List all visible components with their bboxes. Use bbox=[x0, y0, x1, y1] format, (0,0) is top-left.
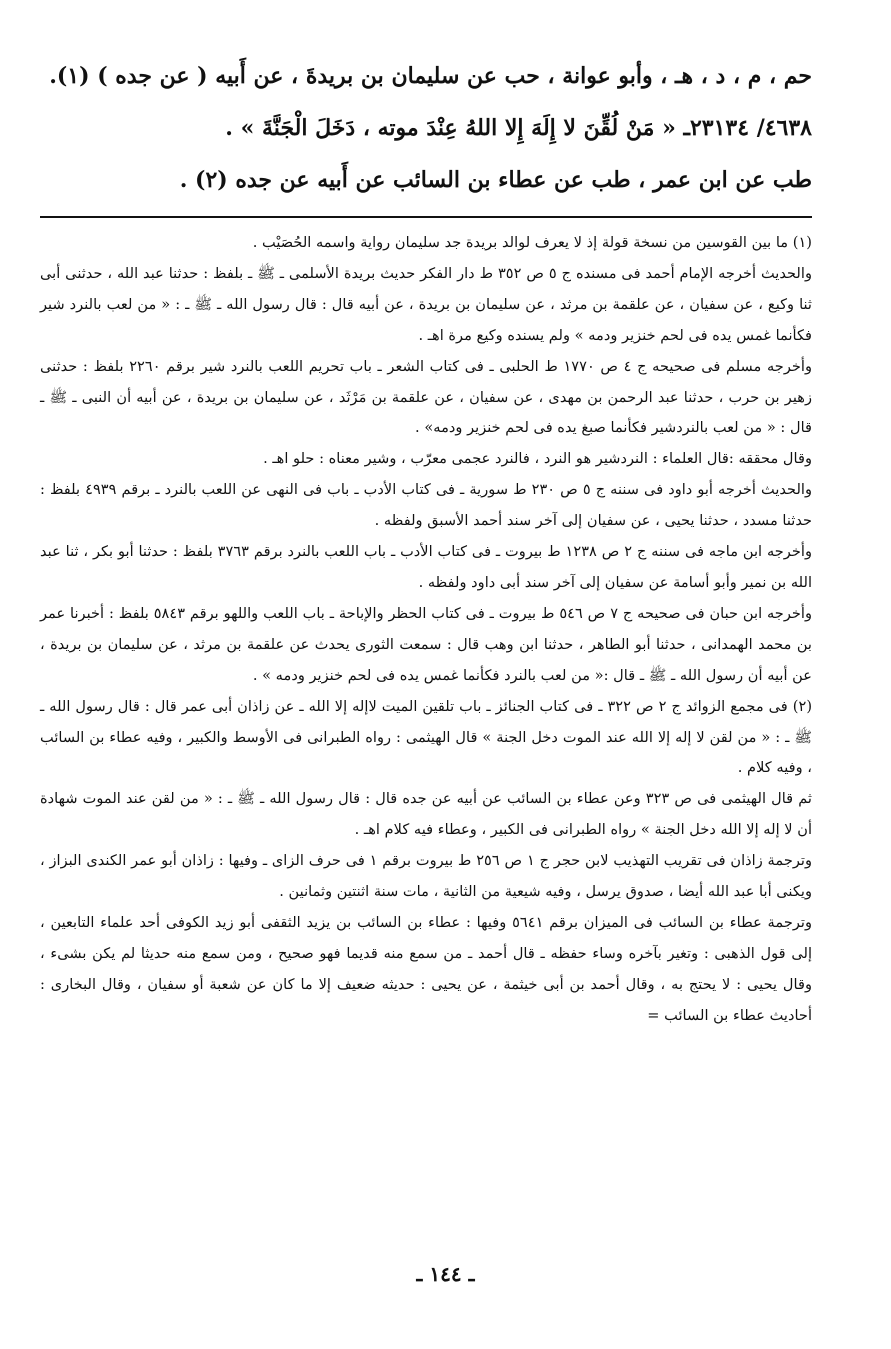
hadith-source-line-2: طب عن ابن عمر ، طب عن عطاء بن السائب عن أَبيه عن جده (٢) . bbox=[179, 167, 812, 193]
hadith-text-line: ٤٦٣٨/ ٢٣١٣٤ـ « مَنْ لُقِّنَ لا إِلَهَ إِلا اللهُ عِنْدَ موته ، دَخَلَ الْجَنَّةَ » . bbox=[225, 115, 812, 141]
footnote-paragraph: (٢) فى مجمع الزوائد ج ٢ ص ٣٢٢ ـ فى كتاب الجنائز ـ باب تلقين الميت لاإله إلا الله ـ عن زاذان أبى عمر قال : قال رسول الله ـ ﷺ ـ : « من لقن لا إله إلا الله عند الموت دخل الجنة » قال الهيثمى : رواه الطبرانى فى الأوسط والكبير ، وفيه عطاء بن السائب ، وفيه كلام . bbox=[40, 697, 813, 777]
footnotes-block bbox=[40, 228, 812, 1032]
main-text-block bbox=[40, 50, 812, 206]
hadith-source-line: حم ، م ، د ، هـ ، وأبو عوانة ، حب عن سليمان بن بريدةَ ، عن أَبيه ( عن جده ) (١). bbox=[49, 63, 812, 89]
footnote-paragraph: وأخرجه ابن ماجه فى سننه ج ٢ ص ١٢٣٨ ط بيروت ـ فى كتاب الأدب ـ باب اللعب بالنرد برقم ٣٧٦٣ بلفظ : حدثنا أبو بكر ، ثنا عبد الله بن نمير وأبو أسامة عن سفيان إلى آخر سند أبى داود ولفظه . bbox=[40, 543, 812, 591]
footnote-paragraph: وقال محققه :قال العلماء : النردشير هو النرد ، فالنرد عجمى معرّب ، وشير معناه : حلو اهـ . bbox=[263, 450, 812, 468]
footnote-paragraph: وترجمة عطاء بن السائب فى الميزان برقم ٥٦٤١ وفيها : عطاء بن السائب بن يزيد الثقفى أبو زيد الكوفى أحد علماء التابعين ، إلى قول الذهبى : وتغير بآخره وساء حفظه ـ قال أحمد ـ من سمع منه قديما فهو صحيح ، ومن سمع منه حديثا لم يكن بشىء ، وقال يحيى : لا يحتج به ، وقال أحمد بن أبى خيثمة ، عن يحيى : حديثه ضعيف إلا ما كان عن شعبة أو سفيان ، وقال البخارى : أحاديث عطاء بن السائب = bbox=[40, 913, 813, 1024]
footnote-separator bbox=[40, 216, 812, 218]
footnote-paragraph: والحديث أخرجه أبو داود فى سننه ج ٥ ص ٢٣٠ ط سورية ـ فى كتاب الأدب ـ باب فى النهى عن اللعب بالنرد ـ برقم ٤٩٣٩ بلفظ : حدثنا مسدد ، حدثنا يحيى ، عن سفيان إلى آخر سند أحمد الأسبق ولفظه . bbox=[40, 481, 813, 530]
footnote-paragraph: ثم قال الهيثمى فى ص ٣٢٣ وعن عطاء بن السائب عن أبيه عن جده قال : قال رسول الله ـ ﷺ ـ : « من لقن عند الموت شهادة أن لا إله إلا الله دخل الجنة » رواه الطبرانى فى الكبير ، وعطاء فيه كلام اهـ . bbox=[40, 790, 812, 839]
footnote-paragraph: وترجمة زاذان فى تقريب التهذيب لابن حجر ج ١ ص ٢٥٦ ط بيروت برقم ١ فى حرف الزاى ـ وفيها : زاذان أبو عمر الكندى البزاز ، ويكنى أبا عبد الله أيضا ، صدوق يرسل ، وفيه شيعية من الثانية ، مات سنة اثنتين وثمانين . bbox=[40, 852, 813, 901]
footnote-paragraph: وأخرجه ابن حبان فى صحيحه ج ٧ ص ٥٤٦ ط بيروت ـ فى كتاب الحظر والإباحة ـ باب اللعب واللهو برقم ٥٨٤٣ بلفظ : أخبرنا عمر بن محمد الهمدانى ، حدثنا أبو الطاهر ، حدثنا ابن وهب قال : سمعت الثورى يحدث عن علقمة بن مرثد ، عن سليمان بن بريدة ، عن أبيه أن رسول الله ـ ﷺ ـ قال :« من لعب بالنرد فكأنما غمس يده فى لحم خنزير ودمه » . bbox=[40, 604, 813, 684]
footnote-paragraph: (١) ما بين القوسين من نسخة قولة إذ لا يعرف لوالد بريدة جد سليمان رواية واسمه الحُصَيْب . bbox=[252, 234, 812, 251]
page-number: ـ ١٤٤ ـ bbox=[416, 1262, 475, 1286]
footnote-paragraph: والحديث أخرجه الإمام أحمد فى مسنده ج ٥ ص ٣٥٢ ط دار الفكر حديث بريدة الأسلمى ـ ﷺ ـ بلفظ : حدثنا عبد الله ، حدثنى أبى ثنا وكيع ، عن سفيان ، عن علقمة بن مرثد ، عن سليمان بن بريدة ، عن أبيه قال : قال رسول الله ـ ﷺ ـ : « من لعب بالنرد شير فكأنما غمس يده فى لحم خنزير ودمه » ولم يسنده وكيع مرة اهـ . bbox=[40, 264, 812, 344]
footnote-paragraph: وأخرجه مسلم فى صحيحه ج ٤ ص ١٧٧٠ ط الحلبى ـ فى كتاب الشعر ـ باب تحريم اللعب بالنرد شير برقم ٢٢٦٠ بلفظ : حدثنى زهير بن حرب ، حدثنا عبد الرحمن بن مهدى ، عن سفيان ، عن علقمة بن مَرْثَد ، عن سليمان بن بريدة ، عن أبيه أن النبى ـ ﷺ ـ قال : « من لعب بالنردشير فكأنما صبغ يده فى لحم خنزير ودمه» . bbox=[40, 357, 812, 437]
